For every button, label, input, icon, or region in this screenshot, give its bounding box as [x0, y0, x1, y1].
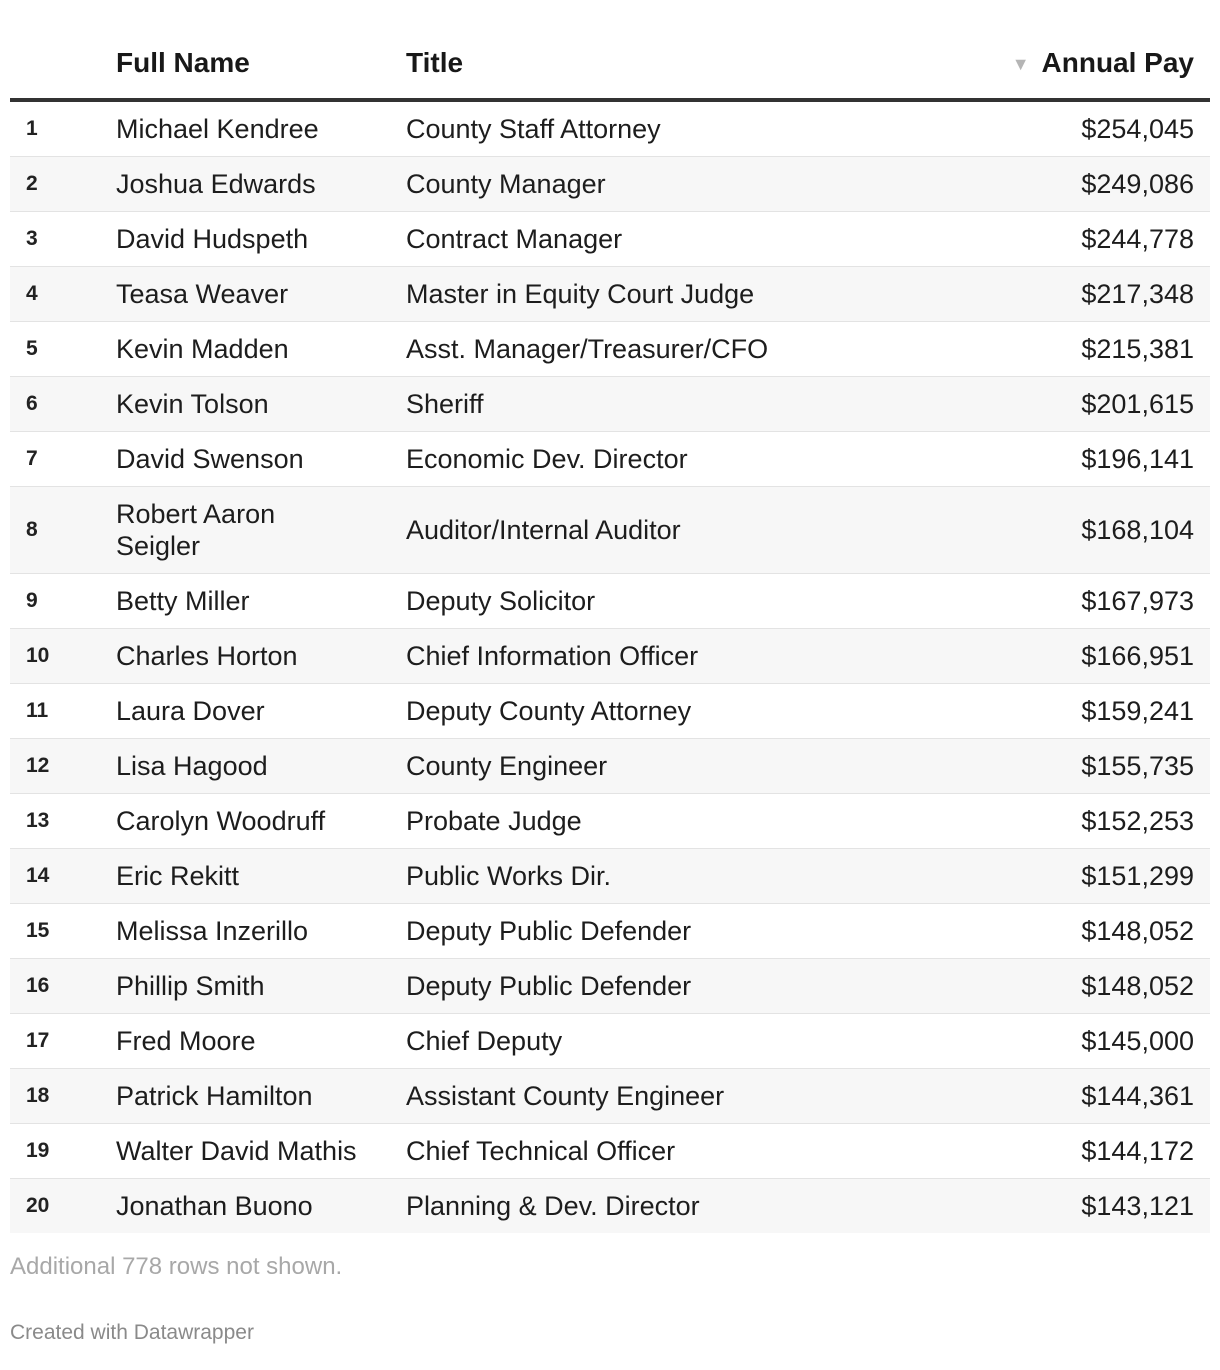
table-row — [10, 959, 1210, 1014]
table-row — [10, 794, 1210, 849]
annual-pay-cell: $249,086 — [920, 157, 1210, 212]
column-header-annual-pay-label: Annual Pay — [1041, 47, 1194, 78]
title-cell: Chief Technical Officer — [406, 1124, 920, 1179]
title-cell: Auditor/Internal Auditor — [406, 487, 920, 574]
column-header-rank — [10, 0, 116, 100]
title-cell: Probate Judge — [406, 794, 920, 849]
table-row — [10, 322, 1210, 377]
table-header — [10, 0, 1210, 100]
column-header-title[interactable]: Title — [406, 0, 920, 100]
annual-pay-cell: $148,052 — [920, 904, 1210, 959]
rank-cell: 16 — [10, 959, 116, 1014]
title-cell: Deputy Solicitor — [406, 574, 920, 629]
table-row — [10, 1124, 1210, 1179]
full-name-cell: Betty Miller — [116, 574, 406, 629]
annual-pay-cell: $217,348 — [920, 267, 1210, 322]
column-header-annual-pay[interactable] — [920, 0, 1210, 100]
full-name-cell: Teasa Weaver — [116, 267, 406, 322]
annual-pay-cell: $166,951 — [920, 629, 1210, 684]
sort-down-icon[interactable]: ▼ — [1011, 54, 1030, 74]
full-name-cell: Robert Aaron Seigler — [116, 487, 406, 574]
title-cell: County Engineer — [406, 739, 920, 794]
table-row — [10, 267, 1210, 322]
table-row — [10, 849, 1210, 904]
rank-cell: 6 — [10, 377, 116, 432]
header-row — [10, 0, 1210, 100]
title-cell: Deputy County Attorney — [406, 684, 920, 739]
full-name-cell: Charles Horton — [116, 629, 406, 684]
annual-pay-cell: $145,000 — [920, 1014, 1210, 1069]
annual-pay-cell: $215,381 — [920, 322, 1210, 377]
table-row — [10, 212, 1210, 267]
annual-pay-cell: $148,052 — [920, 959, 1210, 1014]
title-cell: County Manager — [406, 157, 920, 212]
annual-pay-cell: $254,045 — [920, 100, 1210, 157]
title-cell: Public Works Dir. — [406, 849, 920, 904]
title-cell: Planning & Dev. Director — [406, 1179, 920, 1234]
title-cell: Chief Deputy — [406, 1014, 920, 1069]
table-row — [10, 100, 1210, 157]
datawrapper-credit: Created with Datawrapper — [10, 1321, 254, 1344]
rank-cell: 10 — [10, 629, 116, 684]
rank-cell: 5 — [10, 322, 116, 377]
annual-pay-cell: $201,615 — [920, 377, 1210, 432]
annual-pay-cell: $244,778 — [920, 212, 1210, 267]
salary-table — [10, 0, 1210, 1233]
full-name-cell: Jonathan Buono — [116, 1179, 406, 1234]
rows-not-shown-note: Additional 778 rows not shown. — [10, 1253, 343, 1280]
table-row — [10, 629, 1210, 684]
full-name-cell: Kevin Tolson — [116, 377, 406, 432]
full-name-cell: Lisa Hagood — [116, 739, 406, 794]
title-cell: Assistant County Engineer — [406, 1069, 920, 1124]
rank-cell: 9 — [10, 574, 116, 629]
title-cell: Master in Equity Court Judge — [406, 267, 920, 322]
rank-cell: 20 — [10, 1179, 116, 1234]
full-name-cell: Melissa Inzerillo — [116, 904, 406, 959]
full-name-cell: Michael Kendree — [116, 100, 406, 157]
table-row — [10, 377, 1210, 432]
table-row — [10, 1179, 1210, 1234]
rank-cell: 15 — [10, 904, 116, 959]
title-cell: Asst. Manager/Treasurer/CFO — [406, 322, 920, 377]
full-name-cell: David Swenson — [116, 432, 406, 487]
full-name-cell: Laura Dover — [116, 684, 406, 739]
table-row — [10, 739, 1210, 794]
rank-cell: 8 — [10, 487, 116, 574]
table-row — [10, 1014, 1210, 1069]
salary-table-widget — [10, 0, 1210, 1345]
full-name-cell: Eric Rekitt — [116, 849, 406, 904]
rank-cell: 1 — [10, 100, 116, 157]
full-name-cell: Joshua Edwards — [116, 157, 406, 212]
annual-pay-cell: $144,172 — [920, 1124, 1210, 1179]
full-name-cell: Carolyn Woodruff — [116, 794, 406, 849]
annual-pay-cell: $144,361 — [920, 1069, 1210, 1124]
table-row — [10, 487, 1210, 574]
table-row — [10, 684, 1210, 739]
table-body — [10, 100, 1210, 1233]
table-row — [10, 157, 1210, 212]
rank-cell: 11 — [10, 684, 116, 739]
annual-pay-cell: $159,241 — [920, 684, 1210, 739]
rank-cell: 7 — [10, 432, 116, 487]
annual-pay-cell: $143,121 — [920, 1179, 1210, 1234]
title-cell: Deputy Public Defender — [406, 959, 920, 1014]
title-cell: Economic Dev. Director — [406, 432, 920, 487]
full-name-cell: Phillip Smith — [116, 959, 406, 1014]
annual-pay-cell: $167,973 — [920, 574, 1210, 629]
full-name-cell: Patrick Hamilton — [116, 1069, 406, 1124]
table-row — [10, 904, 1210, 959]
full-name-cell: David Hudspeth — [116, 212, 406, 267]
column-header-full-name[interactable]: Full Name — [116, 0, 406, 100]
annual-pay-cell: $155,735 — [920, 739, 1210, 794]
annual-pay-cell: $151,299 — [920, 849, 1210, 904]
full-name-cell: Kevin Madden — [116, 322, 406, 377]
table-row — [10, 432, 1210, 487]
rank-cell: 12 — [10, 739, 116, 794]
table-row — [10, 1069, 1210, 1124]
title-cell: Deputy Public Defender — [406, 904, 920, 959]
annual-pay-cell: $152,253 — [920, 794, 1210, 849]
rank-cell: 17 — [10, 1014, 116, 1069]
full-name-cell: Walter David Mathis — [116, 1124, 406, 1179]
rank-cell: 18 — [10, 1069, 116, 1124]
title-cell: County Staff Attorney — [406, 100, 920, 157]
annual-pay-cell: $168,104 — [920, 487, 1210, 574]
title-cell: Contract Manager — [406, 212, 920, 267]
annual-pay-cell: $196,141 — [920, 432, 1210, 487]
rank-cell: 19 — [10, 1124, 116, 1179]
title-cell: Sheriff — [406, 377, 920, 432]
title-cell: Chief Information Officer — [406, 629, 920, 684]
rank-cell: 14 — [10, 849, 116, 904]
rank-cell: 3 — [10, 212, 116, 267]
rank-cell: 2 — [10, 157, 116, 212]
full-name-cell: Fred Moore — [116, 1014, 406, 1069]
rank-cell: 4 — [10, 267, 116, 322]
table-row — [10, 574, 1210, 629]
rank-cell: 13 — [10, 794, 116, 849]
